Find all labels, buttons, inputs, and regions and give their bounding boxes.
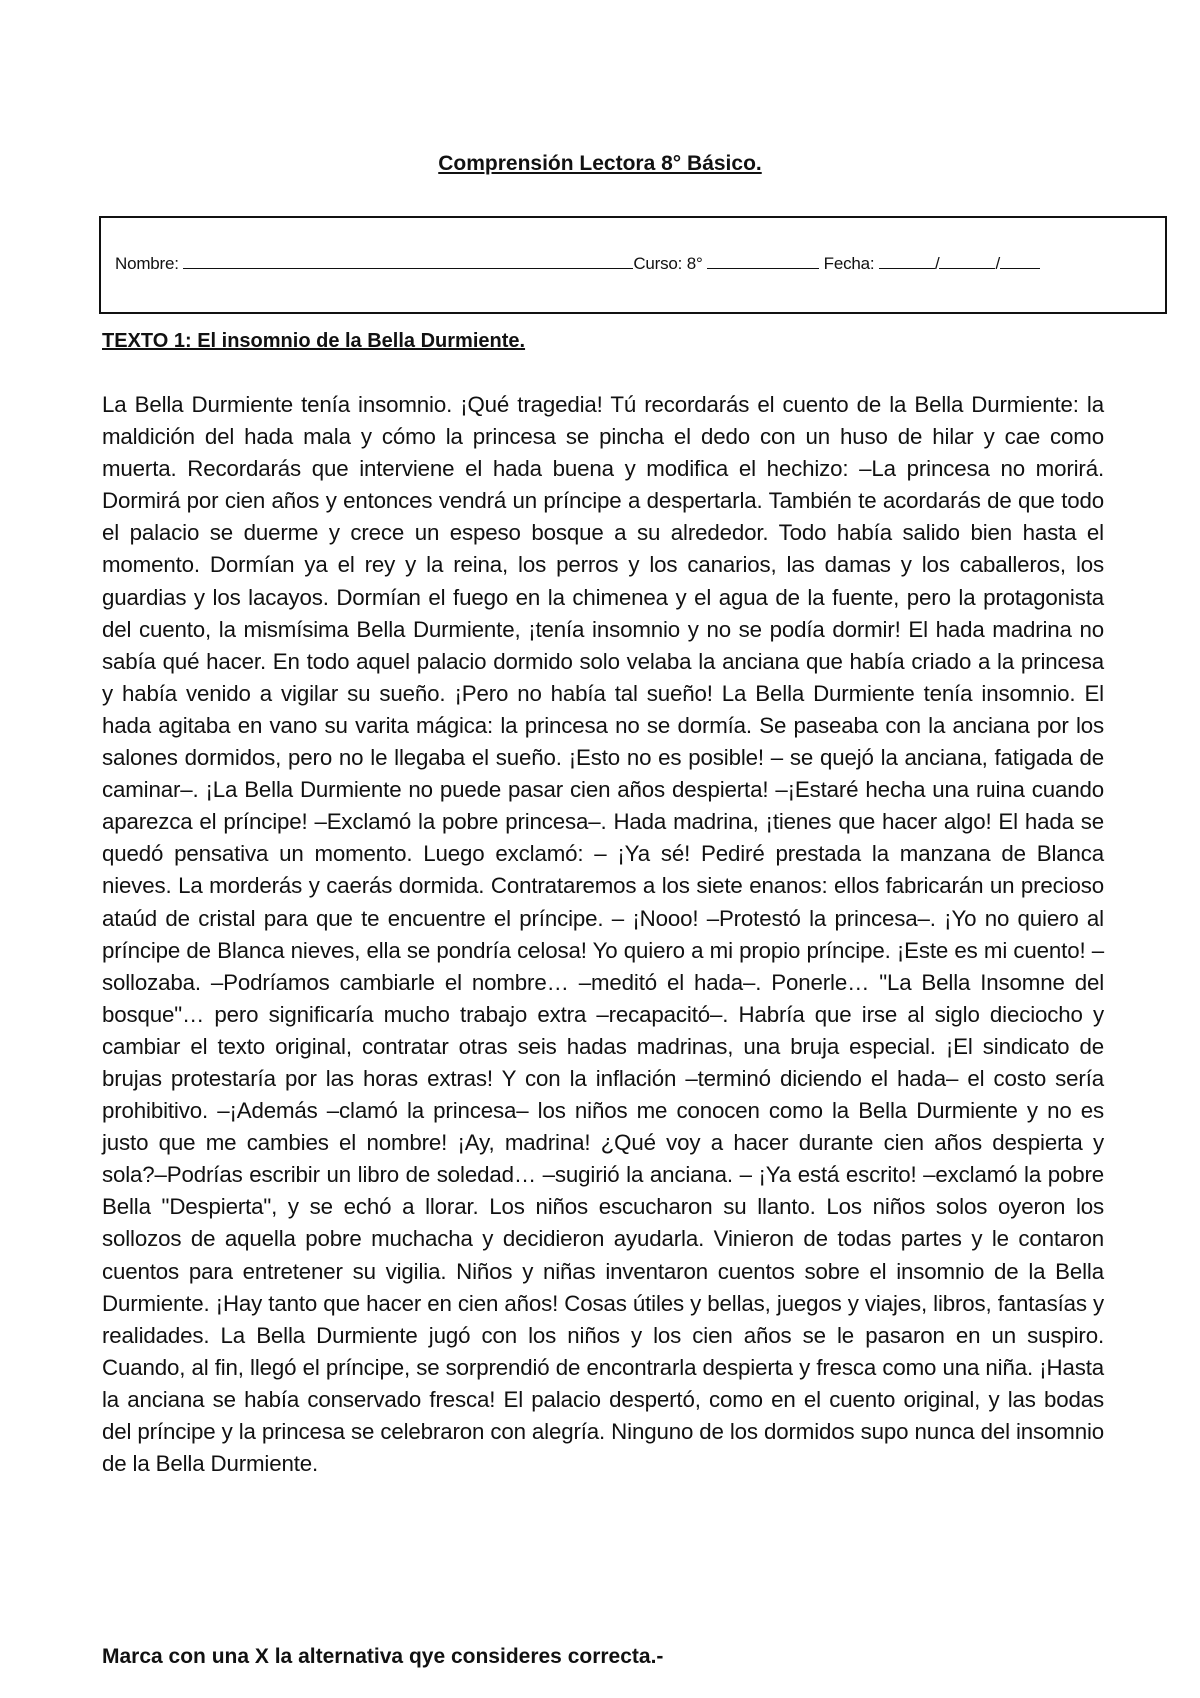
fecha-day-blank[interactable]: [879, 251, 935, 269]
curso-label: Curso: 8°: [633, 254, 703, 273]
date-separator-2: /: [995, 254, 1001, 273]
nombre-label: Nombre:: [115, 254, 179, 273]
student-info-line: [115, 251, 1040, 274]
text-heading: TEXTO 1: El insomnio de la Bella Durmiente.: [102, 330, 526, 352]
fecha-month-blank[interactable]: [939, 251, 995, 269]
instruction-text: Marca con una X la alternativa qye consideres correcta.-: [102, 1645, 664, 1668]
student-info-box: [99, 216, 1167, 314]
fecha-label: Fecha:: [823, 254, 875, 273]
fecha-year-blank[interactable]: [1000, 251, 1040, 269]
document-title: Comprensión Lectora 8° Básico.: [438, 152, 762, 175]
nombre-blank[interactable]: [183, 251, 633, 269]
story-body-text: La Bella Durmiente tenía insomnio. ¡Qué tragedia! Tú recordarás el cuento de la Bella Durmiente: la maldición del hada mala y cómo la princesa se pincha el dedo con un huso de hilar y cae como muerta. Recordarás que interviene el hada buena y modifica el hechizo: –La princesa no morirá. Dormirá por cien años y entonces vendrá un príncipe a despertarla. También te acordarás de que todo el palacio se duerme y crece un espeso bosque a su alrededor. Todo había salido bien hasta el momento. Dormían ya el rey y la reina, los perros y los canarios, las damas y los caballeros, los guardias y los lacayos. Dormían el fuego en la chimenea y el agua de la fuente, pero la protagonista del cuento, la mismísima Bella Durmiente, ¡tenía insomnio y no se podía dormir! El hada madrina no sabía qué hacer. En todo aquel palacio dormido solo velaba la anciana que había criado a la princesa y había venido a vigilar su sueño. ¡Pero no había tal sueño! La Bella Durmiente tenía insomnio. El hada agitaba en vano su varita mágica: la princesa no se dormía. Se paseaba con la anciana por los salones dormidos, pero no le llegaba el sueño. ¡Esto no es posible! – se quejó la anciana, fatigada de caminar–. ¡La Bella Durmiente no puede pasar cien años despierta! –¡Estaré hecha una ruina cuando aparezca el príncipe! –Exclamó la pobre princesa–. Hada madrina, ¡tienes que hacer algo! El hada se quedó pensativa un momento. Luego exclamó: – ¡Ya sé! Pediré prestada la manzana de Blanca nieves. La morderás y caerás dormida. Contrataremos a los siete enanos: ellos fabricarán un precioso ataúd de cristal para que te encuentre el príncipe. – ¡Nooo! –Protestó la princesa–. ¡Yo no quiero al príncipe de Blanca nieves, ella se pondría celosa! Yo quiero a mi propio príncipe. ¡Este es mi cuento! –sollozaba. –Podríamos cambiarle el nombre… –meditó el hada–. Ponerle… "La Bella Insomne del bosque"… pero significaría mucho trabajo extra –recapacitó–. Habría que irse al siglo dieciocho y cambiar el texto original, contratar otras seis hadas madrinas, una bruja especial. ¡El sindicato de brujas protestaría por las horas extras! Y con la inflación –terminó diciendo el hada– el costo sería prohibitivo. –¡Además –clamó la princesa– los niños me conocen como la Bella Durmiente y no es justo que me cambies el nombre! ¡Ay, madrina! ¿Qué voy a hacer durante cien años despierta y sola?–Podrías escribir un libro de soledad… –sugirió la anciana. – ¡Ya está escrito! –exclamó la pobre Bella "Despierta", y se echó a llorar. Los niños escucharon su llanto. Los niños solos oyeron los sollozos de aquella pobre muchacha y decidieron ayudarla. Vinieron de todas partes y le contaron cuentos para entretener su vigilia. Niños y niñas inventaron cuentos sobre el insomnio de la Bella Durmiente. ¡Hay tanto que hacer en cien años! Cosas útiles y bellas, juegos y viajes, libros, fantasías y realidades. La Bella Durmiente jugó con los niños y los cien años se le pasaron en un suspiro. Cuando, al fin, llegó el príncipe, se sorprendió de encontrarla despierta y fresca como una niña. ¡Hasta la anciana se había conservado fresca! El palacio despertó, como en el cuento original, y las bodas del príncipe y la princesa se celebraron con alegría. Ninguno de los dormidos supo nunca del insomnio de la Bella Durmiente.: [102, 392, 1104, 1477]
date-separator-1: /: [934, 254, 940, 273]
curso-blank[interactable]: [707, 251, 819, 269]
